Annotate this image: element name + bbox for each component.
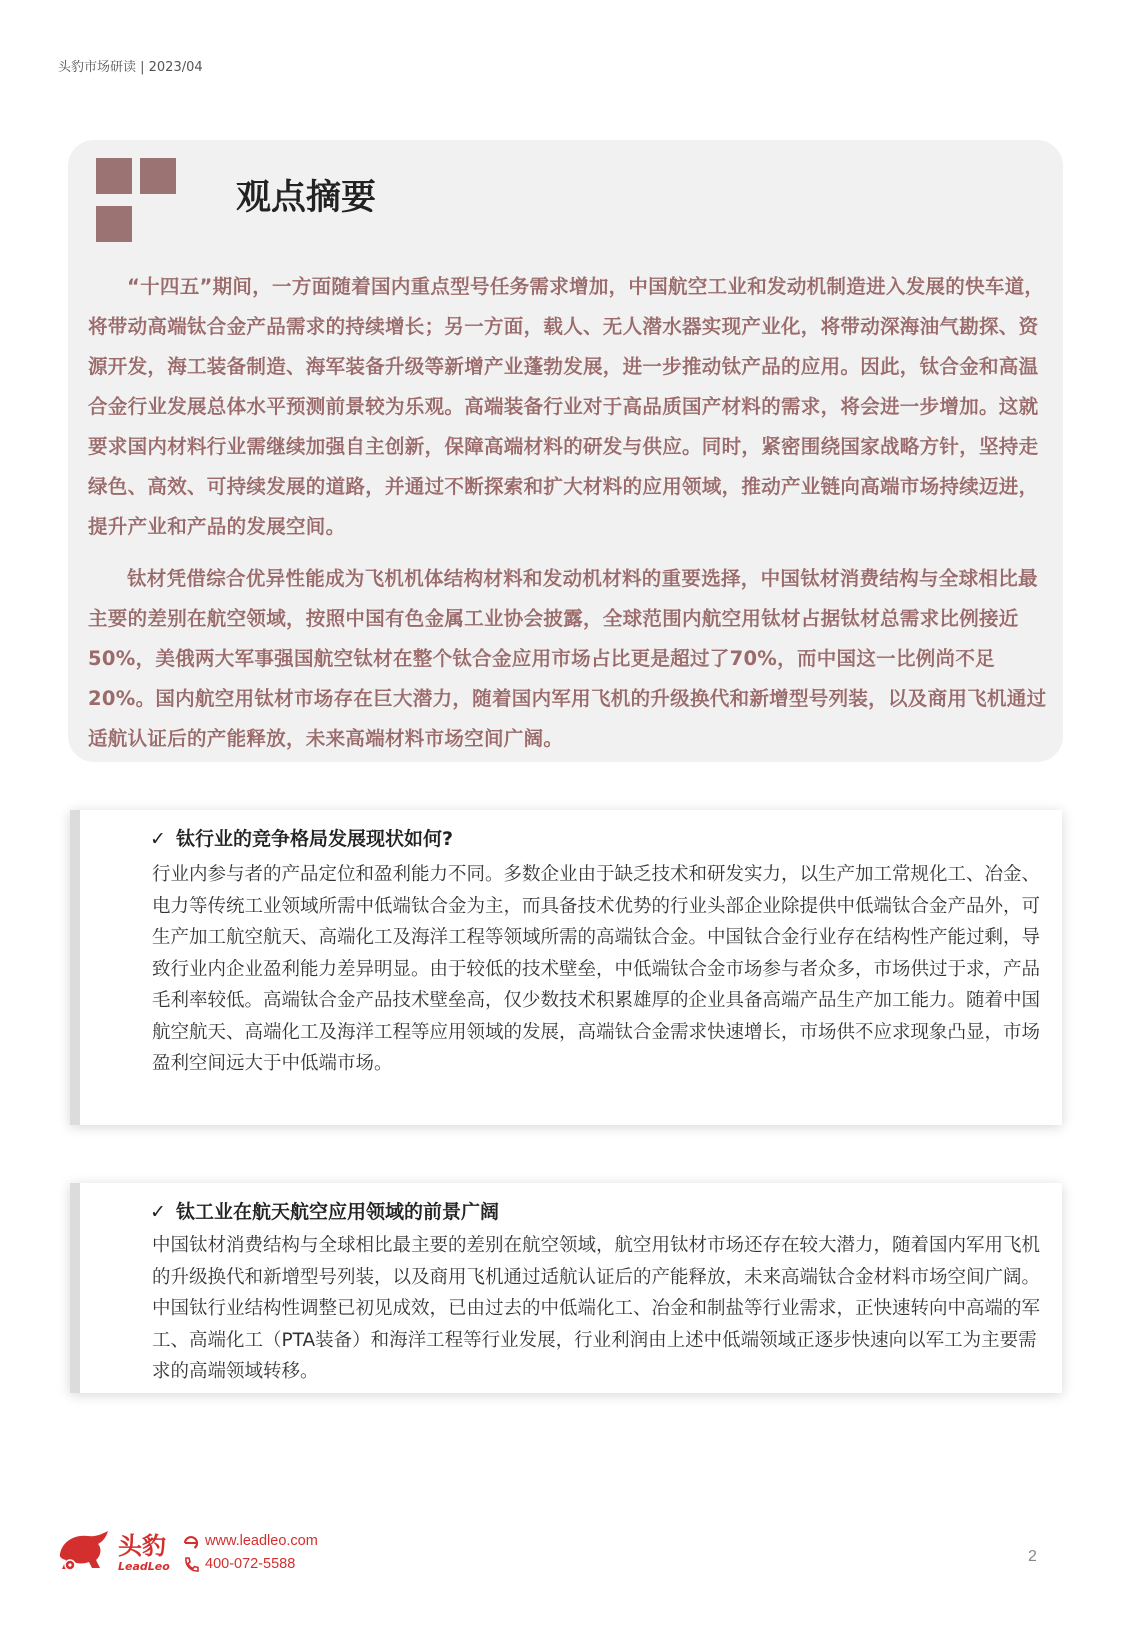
page-header: 头豹市场研读 | 2023/04 [58, 60, 203, 75]
section-box-aerospace [70, 1183, 1062, 1393]
section-heading [150, 1197, 499, 1224]
phone-number: 400-072-5588 [205, 1556, 296, 1572]
section-body: 中国钛材消费结构与全球相比最主要的差别在航空领域，航空用钛材市场还存在较大潜力，随着国内军用飞机的升级换代和新增型号列装，以及商用飞机通过适航认证后的产能释放，未来高端钛合金材料市场空间广阔。中国钛行业结构性调整已初见成效，已由过去的中低端化工、冶金和制盐等行业需求，正快速转向中高端的军工、高端化工（PTA装备）和海洋工程等行业发展，行业利润由上述中低端领域正逐步快速向以军工为主要需求的高端领域转移。 [152, 1235, 1041, 1382]
logo-wordmark-en: LeadLeo [118, 1560, 170, 1573]
section-box-competition [70, 810, 1062, 1125]
check-icon: ✓ [150, 828, 166, 850]
logo-wordmark-cn: 头豹 [118, 1532, 166, 1560]
section-heading-text: 钛工业在航天航空应用领域的前景广阔 [176, 1201, 500, 1223]
leopard-logo-icon [56, 1528, 111, 1572]
summary-title: 观点摘要 [236, 178, 377, 218]
page-number: 2 [1028, 1548, 1037, 1565]
check-icon: ✓ [150, 1201, 166, 1223]
web-icon [182, 1534, 200, 1552]
section-body: 行业内参与者的产品定位和盈利能力不同。多数企业由于缺乏技术和研发实力，以生产加工常规化工、冶金、电力等传统工业领域所需中低端钛合金为主，而具备技术优势的行业头部企业除提供中低端钛合金产品外，可生产加工航空航天、高端化工及海洋工程等领域所需的高端钛合金。中国钛合金行业存在结构性产能过剩，导致行业内企业盈利能力差异明显。由于较低的技术壁垒，中低端钛合金市场参与者众多，市场供过于求，产品毛利率较低。高端钛合金产品技术壁垒高，仅少数技术积累雄厚的企业具备高端产品生产加工能力。随着中国航空航天、高端化工及海洋工程等应用领域的发展，高端钛合金需求快速增长，市场供不应求现象凸显，市场盈利空间远大于中低端市场。 [152, 864, 1041, 1074]
summary-paragraph-2: 钛材凭借综合优异性能成为飞机机体结构材料和发动机材料的重要选择，中国钛材消费结构与全球相比最主要的差别在航空领域，按照中国有色金属工业协会披露，全球范围内航空用钛材占据钛材总需求比例接近50%，美俄两大军事强国航空钛材在整个钛合金应用市场占比更是超过了70%，而中国这一比例尚不足20%。国内航空用钛材市场存在巨大潜力，随着国内军用飞机的升级换代和新增型号列装，以及商用飞机通过适航认证后的产能释放，未来高端材料市场空间广阔。 [88, 567, 1047, 750]
section-heading [150, 824, 453, 851]
summary-paragraph-1: “十四五”期间，一方面随着国内重点型号任务需求增加，中国航空工业和发动机制造进入发展的快车道，将带动高端钛合金产品需求的持续增长；另一方面，载人、无人潜水器实现产业化，将带动深海油气勘探、资源开发，海工装备制造、海军装备升级等新增产业蓬勃发展，进一步推动钛产品的应用。因此，钛合金和高温合金行业发展总体水平预测前景较为乐观。高端装备行业对于高品质国产材料的需求，将会进一步增加。这就要求国内材料行业需继续加强自主创新，保障高端材料的研发与供应。同时，紧密围绕国家战略方针，坚持走绿色、高效、可持续发展的道路，并通过不断探索和扩大材料的应用领域，推动产业链向高端市场持续迈进，提升产业和产品的发展空间。 [88, 275, 1045, 538]
decor-square [96, 206, 132, 242]
decor-square [140, 158, 176, 194]
decor-square [96, 158, 132, 194]
section-heading-text: 钛行业的竞争格局发展现状如何? [176, 828, 454, 850]
phone-icon [182, 1556, 200, 1574]
website-link[interactable]: www.leadleo.com [205, 1533, 318, 1549]
